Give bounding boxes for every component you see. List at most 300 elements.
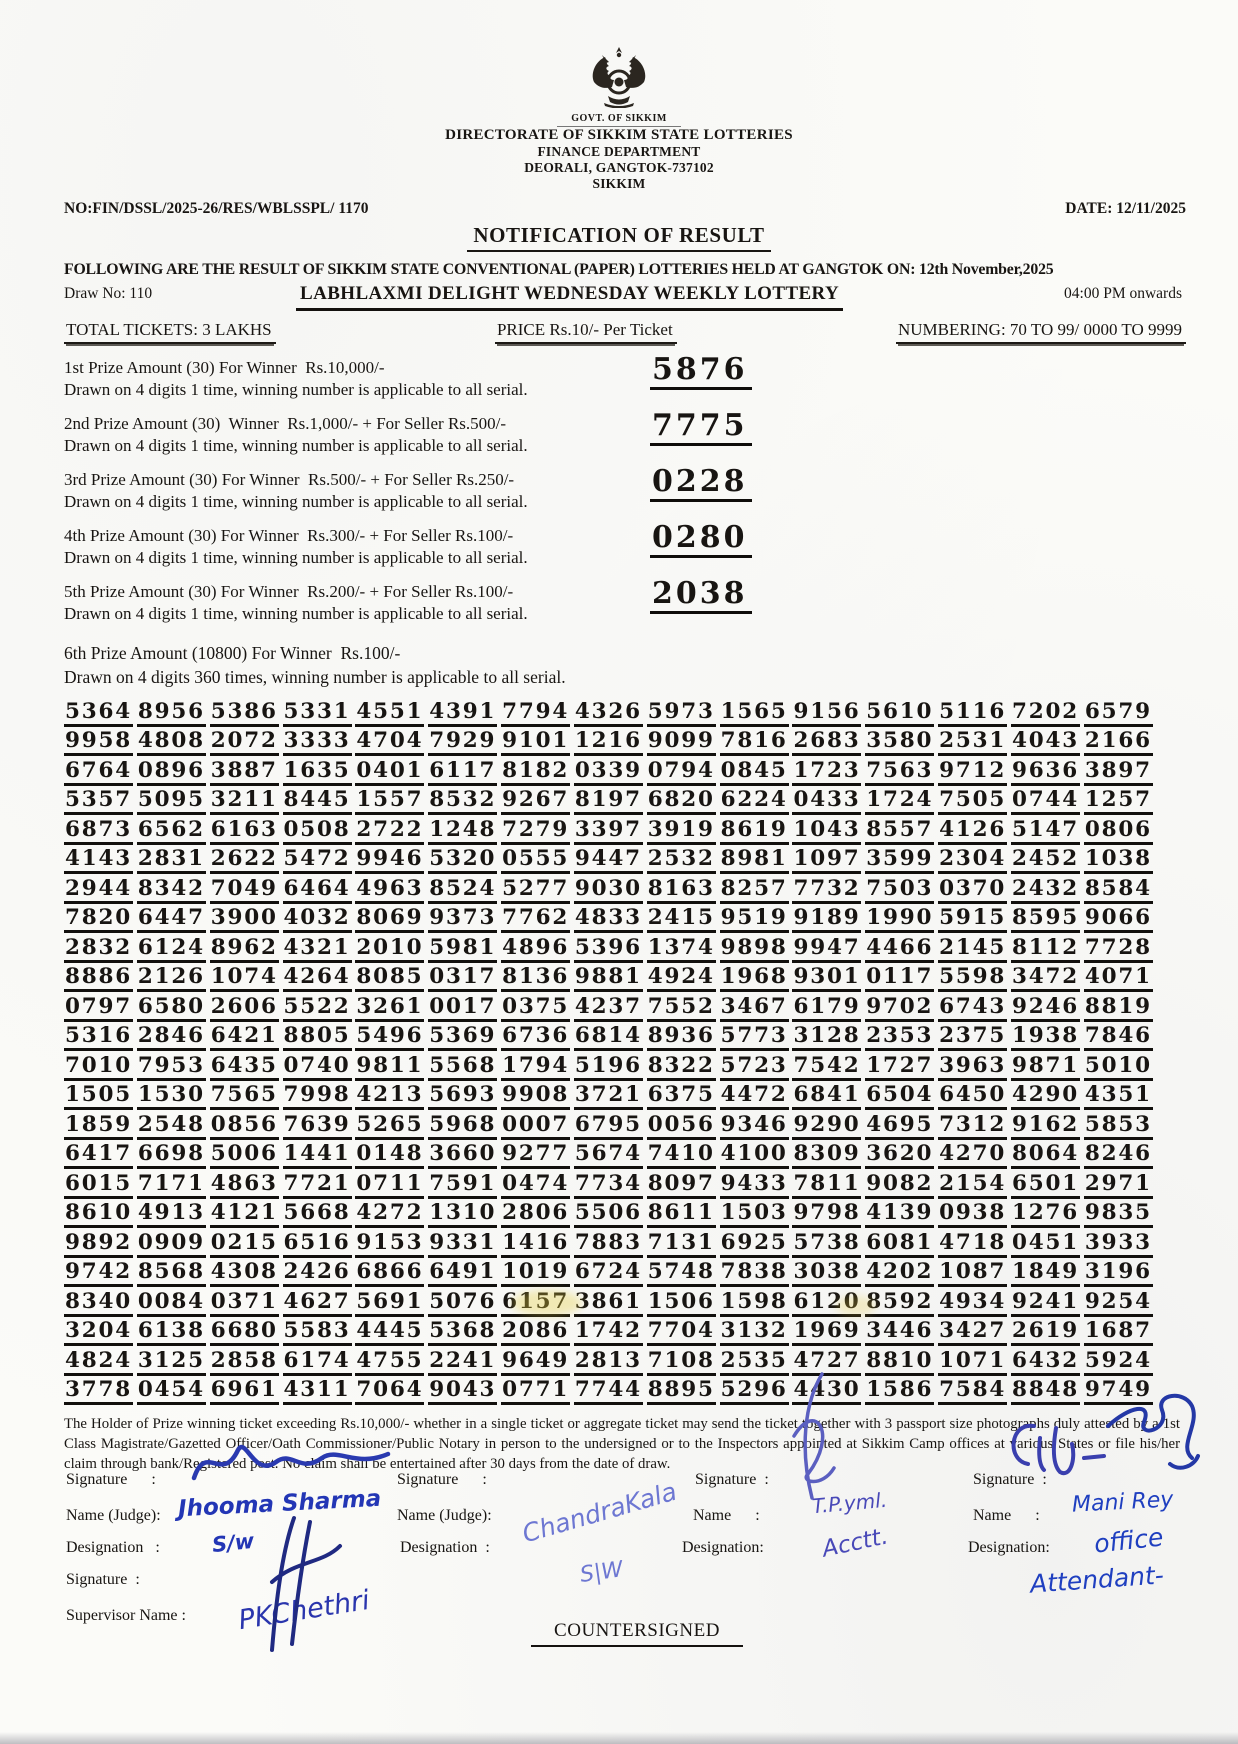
prize-number: 4326: [574, 700, 643, 727]
prize-number: 9636: [1011, 759, 1080, 786]
prize-number: 5924: [1084, 1349, 1153, 1376]
prize-number: 7279: [501, 818, 570, 845]
grid-row: [64, 756, 1153, 786]
prize-number: 9099: [647, 729, 716, 756]
prize-number: 9947: [792, 936, 861, 963]
prize-number: 6698: [137, 1142, 206, 1169]
prize-number: 5331: [283, 700, 352, 727]
prize-number: 3620: [865, 1142, 934, 1169]
prize-number: 7794: [501, 700, 570, 727]
prize-number: 1969: [792, 1319, 861, 1346]
prize-number: 8524: [428, 877, 497, 904]
prize-3: [64, 464, 1238, 513]
prize-number: 3660: [428, 1142, 497, 1169]
prize-number: 5196: [574, 1054, 643, 1081]
prize-number: 9066: [1084, 906, 1153, 933]
prize-number: 5368: [428, 1319, 497, 1346]
handwritten-col4-designation-2: Attendant-: [1029, 1560, 1165, 1599]
subtitle: FOLLOWING ARE THE RESULT OF SIKKIM STATE CONVENTIONAL (PAPER) LOTTERIES HELD AT GANGTOK ON: 12th November,2025: [64, 261, 1054, 278]
name-judge-label-2: Name (Judge):: [397, 1507, 492, 1524]
prize-number: 3467: [720, 995, 789, 1022]
prize-number: 7762: [501, 906, 570, 933]
prize-3-line1: 3rd Prize Amount (30) For Winner Rs.500/- + For Seller Rs.250/-: [64, 470, 515, 489]
prize-number: 8584: [1084, 877, 1153, 904]
prize-number: 0056: [647, 1113, 716, 1140]
prize-number: 2683: [792, 729, 861, 756]
prize-number: 9153: [355, 1231, 424, 1258]
ticket-numbering: NUMBERING: 70 TO 99/ 0000 TO 9999: [896, 319, 1186, 344]
prize-number: 4126: [938, 818, 1007, 845]
prize-number: 5506: [574, 1201, 643, 1228]
grid-row: [64, 933, 1153, 963]
prize-6-header: [64, 641, 1238, 689]
ticket-info-row: [64, 319, 1186, 344]
prize-number: 4272: [355, 1201, 424, 1228]
prize-number: 3721: [574, 1083, 643, 1110]
prize-number: 6501: [1011, 1172, 1080, 1199]
prize-number: 2606: [210, 995, 279, 1022]
prize-number: 8136: [501, 965, 570, 992]
prize-number: 0711: [355, 1172, 424, 1199]
prize-1-line2: Drawn on 4 digits 1 time, winning number is applicable to all serial.: [64, 380, 528, 399]
prize-number: 1374: [647, 936, 716, 963]
prize-number: 0474: [501, 1172, 570, 1199]
signature-label-4: Signature :: [973, 1471, 1047, 1488]
prize-number: 7732: [792, 877, 861, 904]
prize-number: 7505: [938, 788, 1007, 815]
prize-number: 3333: [283, 729, 352, 756]
prize-number: 4833: [574, 906, 643, 933]
prize-number: 9433: [720, 1172, 789, 1199]
prize-4: [64, 520, 1238, 569]
prize-number: 8848: [1011, 1378, 1080, 1405]
prize-number: 8182: [501, 759, 570, 786]
prize-number: 9246: [1011, 995, 1080, 1022]
prize-number: 4727: [792, 1349, 861, 1376]
prize-number: 5010: [1084, 1054, 1153, 1081]
prize-number: 3128: [792, 1024, 861, 1051]
prize-number: 5320: [428, 847, 497, 874]
prize-number: 0508: [283, 818, 352, 845]
prize-number: 6224: [720, 788, 789, 815]
prize-number: 1506: [647, 1290, 716, 1317]
prize-number: 6120: [792, 1290, 861, 1317]
prize-number: 6015: [64, 1172, 133, 1199]
prize-number: 5583: [283, 1319, 352, 1346]
prize-number: 0806: [1084, 818, 1153, 845]
prize-number: 4121: [210, 1201, 279, 1228]
prize-number: 0371: [210, 1290, 279, 1317]
prize-number: 6464: [283, 877, 352, 904]
grid-row: [64, 1376, 1153, 1406]
prize-number: 7953: [137, 1054, 206, 1081]
prize-number: 2304: [938, 847, 1007, 874]
prize-number: 8610: [64, 1201, 133, 1228]
prize-number: 3580: [865, 729, 934, 756]
prize-number: 1990: [865, 906, 934, 933]
prize-number: 2846: [137, 1024, 206, 1051]
prize-number: 4466: [865, 936, 934, 963]
prize-number: 4718: [938, 1231, 1007, 1258]
signature-label-3: Signature :: [695, 1471, 769, 1488]
prize-number: 3919: [647, 818, 716, 845]
prize-number: 2086: [501, 1319, 570, 1346]
prize-number: 6435: [210, 1054, 279, 1081]
grid-row: [64, 1140, 1153, 1170]
prize-number: 8805: [283, 1024, 352, 1051]
designation-label-3: Designation:: [682, 1539, 764, 1556]
prize-number: 9189: [792, 906, 861, 933]
prize-number: 2432: [1011, 877, 1080, 904]
prize-number: 5968: [428, 1113, 497, 1140]
prize-number: 4308: [210, 1260, 279, 1287]
prize-number: 4627: [283, 1290, 352, 1317]
signature-label-1: Signature :: [66, 1471, 156, 1488]
prize-number: 1071: [938, 1349, 1007, 1376]
claim-disclaimer: The Holder of Prize winning ticket exceeding Rs.10,000/- whether in a single ticket or aggregate ticket may send the ticket together with 3 passport size photographs duly attested by a 1st Class Magistrate/Gazetted Officer/Oath Commissioner/Public Notary in person to the undersigned or to the Inspectors appointed at Sikkim Camp offices at various States or file his/her claim through bank/Registered post. No claim shall be entertained after 30 days from the date of draw.: [64, 1416, 1180, 1472]
prize-number: 1742: [574, 1319, 643, 1346]
prize-number: 2353: [865, 1024, 934, 1051]
prize-number: 0370: [938, 877, 1007, 904]
prize-number: 2426: [283, 1260, 352, 1287]
prize-number: 4391: [428, 700, 497, 727]
prize-number: 4824: [64, 1349, 133, 1376]
prize-2-number: 7775: [650, 410, 752, 446]
prize-number: 6925: [720, 1231, 789, 1258]
prize-number: 0938: [938, 1201, 1007, 1228]
signature-scribble-5: [252, 1512, 347, 1657]
prize-number: 9043: [428, 1378, 497, 1405]
prize-number: 6724: [574, 1260, 643, 1287]
grid-row: [64, 1258, 1153, 1288]
prize-number: 7202: [1011, 700, 1080, 727]
grid-row: [64, 1169, 1153, 1199]
reference-number: NO:FIN/DSSL/2025-26/RES/WBLSSPL/ 1170: [64, 200, 369, 217]
prize-number: 0794: [647, 759, 716, 786]
prize-number: 8592: [865, 1290, 934, 1317]
prize-number: 5691: [355, 1290, 424, 1317]
prize-number: 3933: [1084, 1231, 1153, 1258]
prize-number: 0433: [792, 788, 861, 815]
prize-number: 6504: [865, 1083, 934, 1110]
prize-number: 8886: [64, 965, 133, 992]
prize-number: 4213: [355, 1083, 424, 1110]
prize-number: 7728: [1084, 936, 1153, 963]
prize-number: 5369: [428, 1024, 497, 1051]
grid-row: [64, 1051, 1153, 1081]
prize-number: 9749: [1084, 1378, 1153, 1405]
grid-row: [64, 1228, 1153, 1258]
prize-number: 8322: [647, 1054, 716, 1081]
prize-number: 1248: [428, 818, 497, 845]
name-label-4: Name :: [973, 1507, 1040, 1524]
lottery-name: LABHLAXMI DELIGHT WEDNESDAY WEEKLY LOTTERY: [296, 283, 843, 311]
prize-number: 4695: [865, 1113, 934, 1140]
prize-number: 8568: [137, 1260, 206, 1287]
prize-number: 9702: [865, 995, 934, 1022]
grid-row: [64, 1287, 1153, 1317]
prize-6-line2: Drawn on 4 digits 360 times, winning number is applicable to all serial.: [64, 667, 566, 687]
prize-number: 2531: [938, 729, 1007, 756]
prize-1-number: 5876: [650, 354, 752, 390]
prize-number: 3963: [938, 1054, 1007, 1081]
prize-number: 6743: [938, 995, 1007, 1022]
prize-number: 1794: [501, 1054, 570, 1081]
prize-number: 9519: [720, 906, 789, 933]
prize-number: 0740: [283, 1054, 352, 1081]
prize-number: 1968: [720, 965, 789, 992]
prize-number: 6814: [574, 1024, 643, 1051]
handwritten-col4-designation-1: office: [1092, 1522, 1165, 1559]
prize-number: 9958: [64, 729, 133, 756]
grid-row: [64, 1110, 1153, 1140]
grid-row: [64, 1081, 1153, 1111]
prize-number: 5981: [428, 936, 497, 963]
header-directorate: DIRECTORATE OF SIKKIM STATE LOTTERIES: [445, 127, 793, 143]
signature-label-2: Signature :: [397, 1471, 487, 1488]
govt-of-sikkim-emblem-icon: [580, 46, 658, 108]
prize-number: 5738: [792, 1231, 861, 1258]
prize-number: 3196: [1084, 1260, 1153, 1287]
prize-number: 0339: [574, 759, 643, 786]
prize-number: 5006: [210, 1142, 279, 1169]
prize-number: 0017: [428, 995, 497, 1022]
prize-number: 8557: [865, 818, 934, 845]
prize-number: 1276: [1011, 1201, 1080, 1228]
prize-number: 8085: [355, 965, 424, 992]
prize-number: 2072: [210, 729, 279, 756]
header-address: DEORALI, GANGTOK-737102: [524, 160, 714, 175]
prize-number: 1310: [428, 1201, 497, 1228]
prize-number: 7929: [428, 729, 497, 756]
prize-number: 6117: [428, 759, 497, 786]
handwritten-judge1-designation: S/w: [210, 1528, 256, 1558]
prize-number: 0856: [210, 1113, 279, 1140]
handwritten-col3-name: T.P.yml.: [811, 1487, 889, 1519]
prize-number: 5693: [428, 1083, 497, 1110]
prize-number: 2126: [137, 965, 206, 992]
prize-number: 5610: [865, 700, 934, 727]
prize-number: 7704: [647, 1319, 716, 1346]
ticket-price: PRICE Rs.10/- Per Ticket: [495, 319, 677, 344]
prize-number: 0375: [501, 995, 570, 1022]
prize-number: 6375: [647, 1083, 716, 1110]
prize-number: 5316: [64, 1024, 133, 1051]
designation-label-4: Designation:: [968, 1539, 1050, 1556]
prize-number: 5773: [720, 1024, 789, 1051]
grid-row: [64, 815, 1153, 845]
prize-number: 3472: [1011, 965, 1080, 992]
prize-number: 9346: [720, 1113, 789, 1140]
prize-number: 7312: [938, 1113, 1007, 1140]
prize-number: 6450: [938, 1083, 1007, 1110]
prize-number: 7049: [210, 877, 279, 904]
prize6-grid: [64, 697, 1153, 1405]
prize-number: 8257: [720, 877, 789, 904]
prize-number: 2806: [501, 1201, 570, 1228]
header-state: SIKKIM: [592, 176, 646, 191]
prize-5: [64, 576, 1238, 625]
prize-number: 9881: [574, 965, 643, 992]
prize-1-line1: 1st Prize Amount (30) For Winner Rs.10,000/-: [64, 358, 385, 377]
prize-number: 6491: [428, 1260, 497, 1287]
prize-number: 3427: [938, 1319, 1007, 1346]
prize-number: 3038: [792, 1260, 861, 1287]
prize-number: 4351: [1084, 1083, 1153, 1110]
prize-number: 1257: [1084, 788, 1153, 815]
handwritten-judge2-dept: S|W: [578, 1557, 625, 1588]
prize-number: 1586: [865, 1378, 934, 1405]
prize-number: 8445: [283, 788, 352, 815]
prize-number: 8342: [137, 877, 206, 904]
prize-number: 4071: [1084, 965, 1153, 992]
prize-number: 7846: [1084, 1024, 1153, 1051]
prize-number: 0555: [501, 847, 570, 874]
prize-number: 6447: [137, 906, 206, 933]
prize-number: 8611: [647, 1201, 716, 1228]
prize-number: 2944: [64, 877, 133, 904]
prize-number: 5522: [283, 995, 352, 1022]
prize-number: 9898: [720, 936, 789, 963]
name-label-3: Name :: [693, 1507, 760, 1524]
prize-number: 7171: [137, 1172, 206, 1199]
prize-number: 4043: [1011, 729, 1080, 756]
prize-number: 6579: [1084, 700, 1153, 727]
prize-number: 4863: [210, 1172, 279, 1199]
highlighter-smudge: [512, 1290, 582, 1316]
prize-number: 1724: [865, 788, 934, 815]
prize-number: 4445: [355, 1319, 424, 1346]
prize-number: 5973: [647, 700, 716, 727]
prize-number: 9742: [64, 1260, 133, 1287]
grid-row: [64, 1317, 1153, 1347]
prize-3-number: 0228: [650, 466, 752, 502]
prize-number: 7734: [574, 1172, 643, 1199]
prize-number: 7010: [64, 1054, 133, 1081]
prize-number: 6680: [210, 1319, 279, 1346]
prize-number: 7552: [647, 995, 716, 1022]
prize-number: 2154: [938, 1172, 1007, 1199]
handwritten-col3-designation: Acctt.: [820, 1523, 891, 1563]
prize-number: 6081: [865, 1231, 934, 1258]
prize-number: 4924: [647, 965, 716, 992]
prize-number: 6516: [283, 1231, 352, 1258]
prize-number: 0744: [1011, 788, 1080, 815]
prize-number: 7565: [210, 1083, 279, 1110]
prize-2-line2: Drawn on 4 digits 1 time, winning number is applicable to all serial.: [64, 436, 528, 455]
prize-number: 6820: [647, 788, 716, 815]
prize-number: 3778: [64, 1378, 133, 1405]
prize-number: 1723: [792, 759, 861, 786]
prize-number: 0007: [501, 1113, 570, 1140]
prize-number: 4143: [64, 847, 133, 874]
prize-number: 9331: [428, 1231, 497, 1258]
prize-number: 7064: [355, 1378, 424, 1405]
prize-number: 5396: [574, 936, 643, 963]
grid-row: [64, 963, 1153, 993]
prize-number: 9030: [574, 877, 643, 904]
prize-number: 1938: [1011, 1024, 1080, 1051]
prize-number: 4430: [792, 1378, 861, 1405]
prize-number: 9254: [1084, 1290, 1153, 1317]
prize-number: 4270: [938, 1142, 1007, 1169]
prize-number: 2375: [938, 1024, 1007, 1051]
prize-number: 6163: [210, 818, 279, 845]
prize-number: 3211: [210, 788, 279, 815]
prize-number: 9241: [1011, 1290, 1080, 1317]
prize-number: 8064: [1011, 1142, 1080, 1169]
prize-number: 2010: [355, 936, 424, 963]
prize-number: 8962: [210, 936, 279, 963]
prize-number: 3397: [574, 818, 643, 845]
prize-number: 7744: [574, 1378, 643, 1405]
prize-number: 9811: [355, 1054, 424, 1081]
signature2-label: Signature :: [66, 1571, 140, 1588]
prize-number: 0148: [355, 1142, 424, 1169]
prize-number: 7563: [865, 759, 934, 786]
prize-number: 1505: [64, 1083, 133, 1110]
prize-list: [64, 352, 1238, 625]
prize-number: 4913: [137, 1201, 206, 1228]
prize-number: 2548: [137, 1113, 206, 1140]
handwritten-col4-name: Mani Rey: [1071, 1487, 1174, 1518]
prize-number: 2832: [64, 936, 133, 963]
prize-4-number: 0280: [650, 522, 752, 558]
grid-row: [64, 697, 1153, 727]
prize-number: 1416: [501, 1231, 570, 1258]
prize-3-line2: Drawn on 4 digits 1 time, winning number is applicable to all serial.: [64, 492, 528, 511]
prize-number: 1687: [1084, 1319, 1153, 1346]
page-title: NOTIFICATION OF RESULT: [467, 222, 770, 252]
prize-number: 9447: [574, 847, 643, 874]
prize-number: 5674: [574, 1142, 643, 1169]
prize-number: 2831: [137, 847, 206, 874]
prize-number: 4963: [355, 877, 424, 904]
prize-number: 4808: [137, 729, 206, 756]
prize-number: 0084: [137, 1290, 206, 1317]
prize-number: 3599: [865, 847, 934, 874]
prize-number: 6841: [792, 1083, 861, 1110]
prize-number: 4755: [355, 1349, 424, 1376]
prize-number: 6421: [210, 1024, 279, 1051]
prize-number: 4551: [355, 700, 424, 727]
prize-number: 3897: [1084, 759, 1153, 786]
grid-row: [64, 727, 1153, 757]
prize-number: 6174: [283, 1349, 352, 1376]
prize-number: 9277: [501, 1142, 570, 1169]
prize-number: 1557: [355, 788, 424, 815]
prize-number: 2858: [210, 1349, 279, 1376]
prize-number: 3887: [210, 759, 279, 786]
signature-scribble-1: [188, 1434, 398, 1492]
prize-number: 7838: [720, 1260, 789, 1287]
prize-number: 6764: [64, 759, 133, 786]
prize-number: 7584: [938, 1378, 1007, 1405]
highlighter-smudge-2: [836, 1296, 876, 1316]
prize-number: 0909: [137, 1231, 206, 1258]
prize-number: 7542: [792, 1054, 861, 1081]
prize-number: 4290: [1011, 1083, 1080, 1110]
signature-scribble-2: [782, 1370, 852, 1505]
prize-number: 5472: [283, 847, 352, 874]
prize-number: 5364: [64, 700, 133, 727]
prize-number: 2452: [1011, 847, 1080, 874]
prize-number: 2619: [1011, 1319, 1080, 1346]
prize-number: 2813: [574, 1349, 643, 1376]
prize-number: 6736: [501, 1024, 570, 1051]
prize-number: 8309: [792, 1142, 861, 1169]
prize-number: 8595: [1011, 906, 1080, 933]
